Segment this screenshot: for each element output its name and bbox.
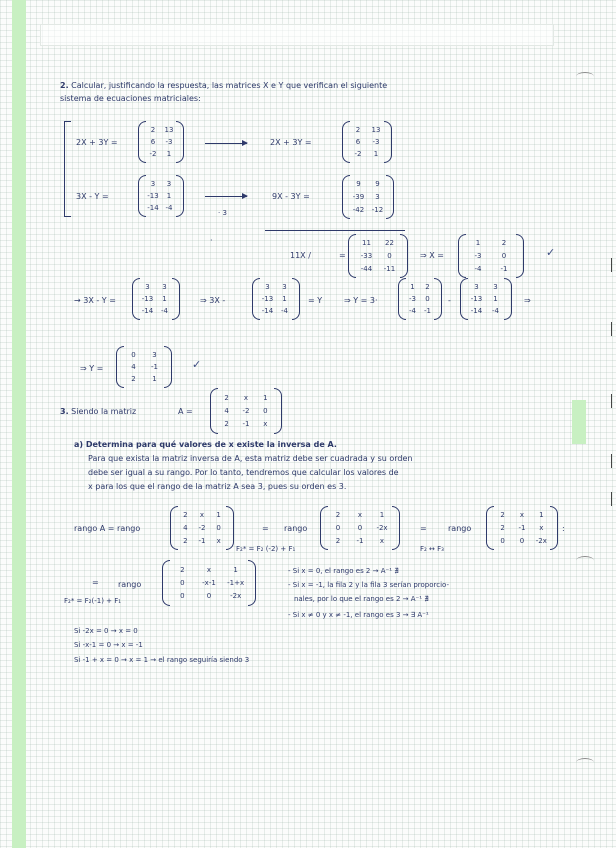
check-mark-icon: ✓ [546, 246, 556, 259]
cell: x [243, 393, 249, 402]
eq1-lhs: 2X + 3Y = [76, 138, 118, 147]
cell: 2 [183, 511, 188, 520]
cell: 6 [150, 138, 156, 146]
text-line3: x para los que el rango de la matriz A sea 3, pues su orden es 3. [88, 482, 347, 491]
problem2-statement-line1 [60, 81, 387, 91]
sub-lhs: → 3X - Y = [74, 296, 116, 305]
matrix-m3 [342, 175, 394, 219]
then-x: ⇒ X = [420, 251, 444, 260]
page-edge-mark [611, 322, 612, 336]
eq1-rhs-lhs: 2X + 3Y = [270, 138, 312, 147]
cell: -1+x [227, 578, 245, 587]
cell: 2 [335, 536, 341, 545]
matrix-3x-b [252, 278, 300, 320]
cell: 1 [475, 239, 481, 248]
cell: 1 [166, 192, 172, 200]
matrix-m1-copy [342, 121, 392, 163]
cell: 2 [500, 511, 505, 520]
cell: -1 [356, 536, 364, 545]
cell: -2x [535, 536, 547, 545]
cell: 1 [152, 375, 157, 383]
times-3-label: · 3 [218, 209, 227, 217]
cell: -1 [198, 536, 206, 545]
then-end: ⇒ [524, 296, 531, 305]
cell: 0 [501, 251, 507, 260]
cell: 0 [263, 406, 268, 415]
cell: 3 [152, 351, 157, 359]
cell: -13 [261, 295, 274, 303]
sub-eq-y: = Y [308, 296, 323, 305]
si-line1: Si -2x = 0 → x = 0 [74, 627, 138, 635]
cell: -4 [281, 307, 288, 315]
eq2-rhs-lhs: 9X - 3Y = [272, 192, 310, 201]
cell: 2 [180, 565, 185, 574]
header-box [40, 24, 554, 46]
matrix-rango-1 [170, 506, 234, 550]
cell: -12 [371, 205, 384, 214]
matrix-a [210, 388, 282, 434]
cell: 3 [162, 283, 167, 291]
cell: 0 [131, 351, 136, 359]
arrow [205, 143, 247, 144]
cell: -1 [518, 523, 526, 532]
margin-mark [576, 72, 594, 81]
cell: x [216, 536, 221, 545]
cell: 0 [357, 523, 363, 532]
colon: : [562, 524, 565, 533]
cell: -4 [409, 307, 416, 315]
cell: -39 [352, 192, 365, 201]
cell: -1 [424, 307, 431, 315]
cell: -4 [474, 264, 482, 273]
case-2-line1: - Si x = -1, la fila 2 y la fila 3 serían proporcio- [288, 581, 449, 589]
cell: 0 [335, 523, 341, 532]
cell: 11 [362, 239, 371, 248]
cell: -3 [165, 138, 173, 146]
matrix-rango-3 [486, 506, 558, 550]
cell: 1 [216, 511, 221, 520]
cell: 4 [131, 363, 136, 371]
cell: 3 [493, 283, 498, 291]
cell: -4 [161, 307, 168, 315]
row-op-2: F₂ ↔ F₃ [420, 545, 444, 553]
cell: -x-1 [202, 578, 216, 587]
cell: 0 [519, 536, 525, 545]
cell: 2 [150, 126, 156, 134]
matrix-rango-2 [320, 506, 400, 550]
case-3: - Si x ≠ 0 y x ≠ -1, el rango es 3 → ∃ A⁻¹ [288, 611, 429, 619]
arrow [205, 196, 247, 197]
cell: 0 [180, 578, 185, 587]
cell: -3 [409, 295, 416, 303]
cell: 2 [425, 283, 430, 291]
cell: 1 [233, 565, 238, 574]
cell: 6 [355, 138, 361, 146]
cell: 1 [282, 295, 287, 303]
cell: -14 [141, 307, 154, 315]
cell: -4 [492, 307, 499, 315]
cell: 4 [183, 523, 188, 532]
problem3-statement-text: Siendo la matriz [71, 407, 137, 416]
margin-mark [576, 556, 594, 565]
cell: 2 [183, 536, 188, 545]
case-1: - Si x = 0, el rango es 2 → A⁻¹ ∄ [288, 567, 399, 575]
cell: 2 [500, 523, 505, 532]
cell: 22 [385, 239, 394, 248]
cell: x [199, 511, 205, 520]
text-line2: debe ser igual a su rango. Por lo tanto, tendremos que calcular los valores de [88, 468, 399, 477]
matrix-m2 [138, 175, 184, 217]
cell: x [519, 511, 525, 520]
margin-mark [576, 758, 594, 767]
matrix-y [116, 346, 172, 388]
cell: 0 [216, 523, 221, 532]
case-2-line2: nales, por lo que el rango es 2 → A⁻¹ ∄ [294, 595, 429, 603]
margin-tab [572, 400, 586, 444]
cell: 2 [224, 420, 229, 429]
si-line3: Si -1 + x = 0 → x = 1 → el rango seguiría siendo 3 [74, 656, 250, 664]
cell: 1 [539, 511, 544, 520]
cell: x [206, 565, 212, 574]
rango-label: rango [284, 524, 308, 533]
rango-a-label: rango A = rango [74, 524, 141, 533]
matrix-3x [132, 278, 180, 320]
cell: -3 [372, 138, 380, 146]
cell: 3 [474, 283, 479, 291]
cell: 13 [371, 126, 381, 134]
cell: -1 [151, 363, 158, 371]
cell: 0 [387, 251, 392, 260]
cell: 9 [375, 180, 380, 189]
equals: = [262, 524, 269, 533]
rango-label: rango [448, 524, 472, 533]
cell: 3 [145, 283, 150, 291]
text-line1: Para que exista la matriz inversa de A, esta matriz debe ser cuadrada y su orden [88, 454, 413, 463]
cell: 1 [263, 393, 268, 402]
matrix-a-lhs: A = [178, 407, 193, 416]
page-edge-mark [611, 454, 612, 468]
cell: 3 [375, 192, 380, 201]
problem3-statement [60, 407, 136, 417]
cell: 4 [224, 406, 229, 415]
row-op-1: F₂* = F₂ (-2) + F₁ [236, 545, 296, 553]
cell: 1 [379, 511, 385, 520]
cell: 3 [150, 180, 156, 188]
cell: 2 [501, 239, 507, 248]
cell: 1 [410, 283, 415, 291]
matrix-m1 [138, 121, 184, 163]
problem2-statement-line2: sistema de ecuaciones matriciales: [60, 94, 201, 103]
cell: x [379, 536, 385, 545]
sub-then1: ⇒ 3X - [200, 296, 226, 305]
cell: -11 [383, 264, 396, 273]
eq2-lhs: 3X - Y = [76, 192, 109, 201]
y-lhs: ⇒ Y = [80, 364, 104, 373]
problem2-number: 2. [60, 81, 69, 90]
cell: 9 [356, 180, 361, 189]
problem2-statement: Calcular, justificando la respuesta, las matrices X e Y que verifican el siguiente [71, 81, 388, 90]
page-edge-mark [611, 492, 612, 506]
cell: -2x [376, 523, 388, 532]
matrix-x [458, 234, 524, 278]
cell: 2 [224, 393, 229, 402]
cell: 13 [164, 126, 174, 134]
dot-mark: · [210, 236, 213, 245]
problem3-number: 3. [60, 407, 69, 416]
rango-label: rango [118, 580, 142, 589]
cell: 1 [162, 295, 167, 303]
cell: -13 [470, 295, 483, 303]
cell: -2 [149, 150, 157, 158]
sum-eq: = [339, 251, 346, 260]
cell: x [263, 420, 268, 429]
cell: -1 [500, 264, 508, 273]
cell: x [539, 523, 544, 532]
cell: 2 [355, 126, 361, 134]
green-margin-strip [12, 0, 26, 848]
cell: -2 [354, 150, 362, 158]
cell: 0 [206, 592, 212, 601]
item-a: a) Determina para qué valores de x existe la inversa de A. [74, 440, 337, 449]
cell: 0 [500, 536, 505, 545]
cell: -3 [474, 251, 482, 260]
cell: -2 [242, 406, 250, 415]
sum-lhs: 11X / [290, 251, 311, 260]
cell: 3 [282, 283, 287, 291]
cell: -1 [242, 420, 250, 429]
cell: -14 [147, 204, 159, 212]
page-edge-mark [611, 258, 612, 272]
cell: 1 [166, 150, 172, 158]
equals: = [92, 578, 99, 587]
cell: 0 [425, 295, 430, 303]
system-brace [64, 121, 71, 217]
cell: -13 [147, 192, 159, 200]
cell: 0 [180, 592, 185, 601]
cell: 3 [265, 283, 270, 291]
minus-sign: - [448, 296, 451, 305]
matrix-x-b [398, 278, 442, 320]
cell: -13 [141, 295, 154, 303]
cell: -4 [165, 204, 173, 212]
cell: -14 [470, 307, 483, 315]
matrix-sum [348, 234, 408, 278]
sum-line [265, 230, 405, 231]
cell: 1 [493, 295, 498, 303]
matrix-3x-c [460, 278, 512, 320]
cell: 2 [131, 375, 136, 383]
cell: -33 [360, 251, 373, 260]
page-edge-mark [611, 394, 612, 408]
cell: 1 [373, 150, 379, 158]
cell: -44 [360, 264, 373, 273]
cell: 3 [166, 180, 172, 188]
row-op-3: F₂* = F₂(-1) + F₁ [64, 597, 122, 605]
check-mark-icon: ✓ [192, 358, 202, 371]
cell: -2 [198, 523, 206, 532]
cell: -2x [230, 592, 242, 601]
cell: -14 [261, 307, 274, 315]
matrix-rango-4 [162, 560, 256, 606]
sub-then2: ⇒ Y = 3· [344, 296, 378, 305]
cell: 2 [335, 511, 341, 520]
cell: x [357, 511, 363, 520]
equals: = [420, 524, 427, 533]
cell: -42 [352, 205, 365, 214]
si-line2: Si -x-1 = 0 → x = -1 [74, 641, 143, 649]
